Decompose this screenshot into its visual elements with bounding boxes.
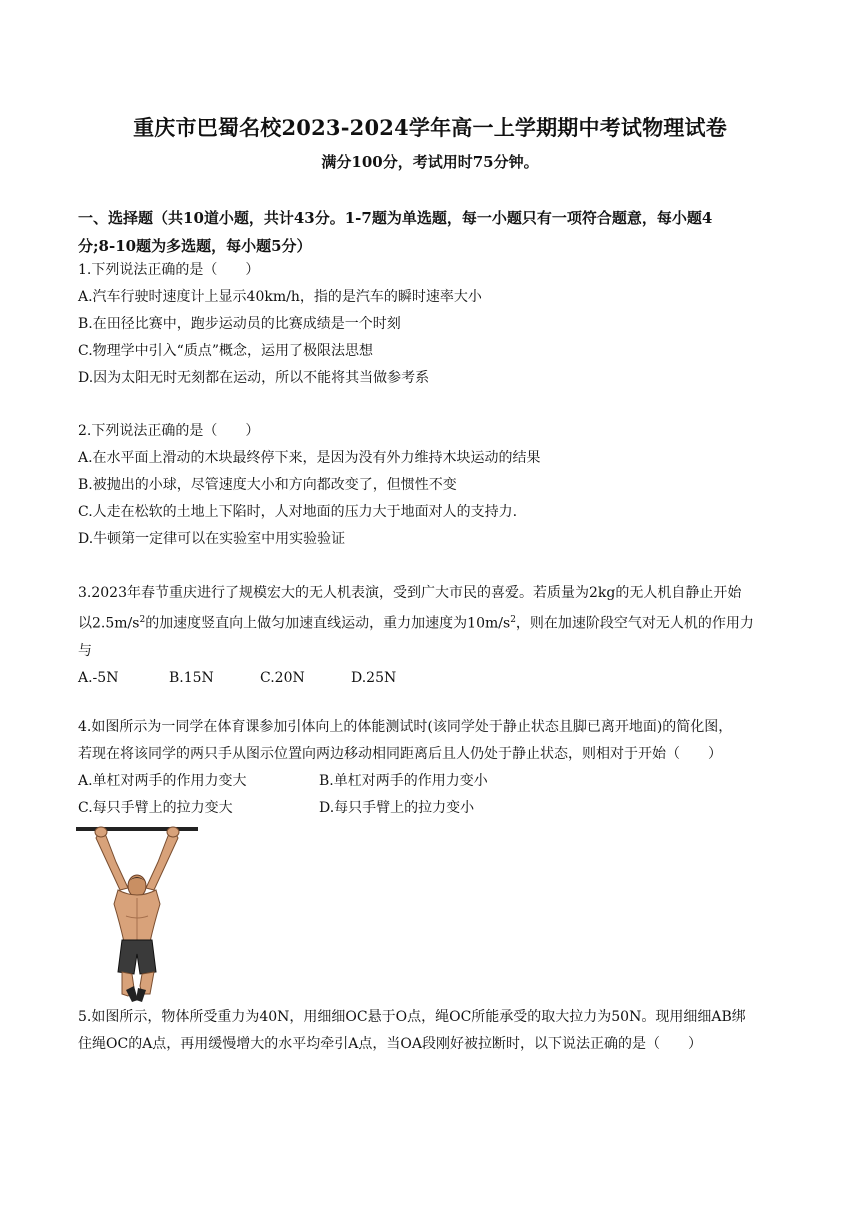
option-b: B.15N <box>169 669 214 686</box>
pull-up-figure <box>76 824 200 1004</box>
head <box>128 875 146 897</box>
section-heading <box>78 204 786 260</box>
options-row-1 <box>78 768 786 795</box>
question-stem-line-2 <box>78 607 786 638</box>
options-row-2 <box>78 795 786 822</box>
options-row <box>78 665 786 692</box>
right-shoe <box>136 988 146 1002</box>
option-d: D.每只手臂上的拉力变小 <box>319 800 475 816</box>
option-b: B.单杠对两手的作用力变小 <box>319 773 488 789</box>
question-1 <box>78 257 786 392</box>
question-stem-line-1: 4.如图所示为一同学在体育课参加引体向上的体能测试时(该同学处于静止状态且脚已离开地面)的简化图， <box>78 719 733 735</box>
option-b: B.被抛出的小球，尽管速度大小和方向都改变了，但惯性不变 <box>78 477 457 493</box>
question-2 <box>78 418 786 553</box>
question-stem-line-1: 5.如图所示，物体所受重力为40N，用细细OC悬于O点，绳OC所能承受的取大拉力为50N。现用细细AB绑 <box>78 1009 746 1025</box>
superscript: 2 <box>510 615 516 625</box>
section-heading-line-1: 一、选择题（共10道小题，共计43分。1-7题为单选题，每一小题只有一项符合题意，每小题4 <box>78 209 713 227</box>
option-d: D.牛顿第一定律可以在实验室中用实验验证 <box>78 531 346 547</box>
question-stem-line-2: 住绳OC的A点，再用缓慢增大的水平均牵引A点，当OA段刚好被拉断时，以下说法正确的是（ ） <box>78 1036 702 1052</box>
stem-part: 以2.5m/s <box>78 615 140 632</box>
question-5 <box>78 1004 786 1058</box>
option-b: B.在田径比赛中，跑步运动员的比赛成绩是一个时刻 <box>78 316 401 332</box>
option-c: C.20N <box>260 669 305 686</box>
option-a: A.在水平面上滑动的木块最终停下来，是因为没有外力维持木块运动的结果 <box>78 450 541 466</box>
question-stem: 1.下列说法正确的是（ ） <box>78 262 260 278</box>
question-stem-line-3: 与 <box>78 642 92 659</box>
shorts <box>118 940 156 974</box>
question-stem-line-2: 若现在将该同学的两只手从图示位置向两边移动相同距离后且人仍处于静止状态，则相对于开始（ ） <box>78 746 722 762</box>
option-a: A.-5N <box>78 669 119 686</box>
option-d: D.因为太阳无时无刻都在运动，所以不能将其当做参考系 <box>78 370 430 386</box>
stem-part: 的加速度竖直向上做匀加速直线运动，重力加速度为10m/s <box>145 615 511 632</box>
horizontal-bar <box>76 827 198 831</box>
right-arm <box>146 830 178 890</box>
exam-title: 重庆市巴蜀名校2023-2024学年高一上学期期中考试物理试卷 <box>133 115 727 140</box>
question-stem: 2.下列说法正确的是（ ） <box>78 423 260 439</box>
option-d: D.25N <box>351 669 397 686</box>
option-c: C.人走在松软的土地上下陷时，人对地面的压力大于地面对人的支持力. <box>78 504 518 520</box>
question-3 <box>78 580 786 692</box>
question-4 <box>78 714 786 822</box>
option-a: A.单杠对两手的作用力变大 <box>78 773 247 789</box>
option-c: C.物理学中引入“质点”概念，运用了极限法思想 <box>78 343 373 359</box>
right-hand <box>167 827 179 837</box>
question-stem-line-1: 3.2023年春节重庆进行了规模宏大的无人机表演，受到广大市民的喜爱。若质量为2kg的无人机自静止开始 <box>78 585 742 601</box>
superscript: 2 <box>139 615 146 625</box>
left-arm <box>96 830 128 890</box>
section-heading-line-2: 分;8-10题为多选题，每小题5分） <box>78 237 312 255</box>
left-hand <box>95 827 107 837</box>
option-a: A.汽车行驶时速度计上显示40km/h，指的是汽车的瞬时速率大小 <box>78 289 482 305</box>
option-c: C.每只手臂上的拉力变大 <box>78 800 233 816</box>
stem-part: ，则在加速阶段空气对无人机的作用力 <box>515 615 754 632</box>
exam-subtitle: 满分100分，考试用时75分钟。 <box>321 153 539 171</box>
